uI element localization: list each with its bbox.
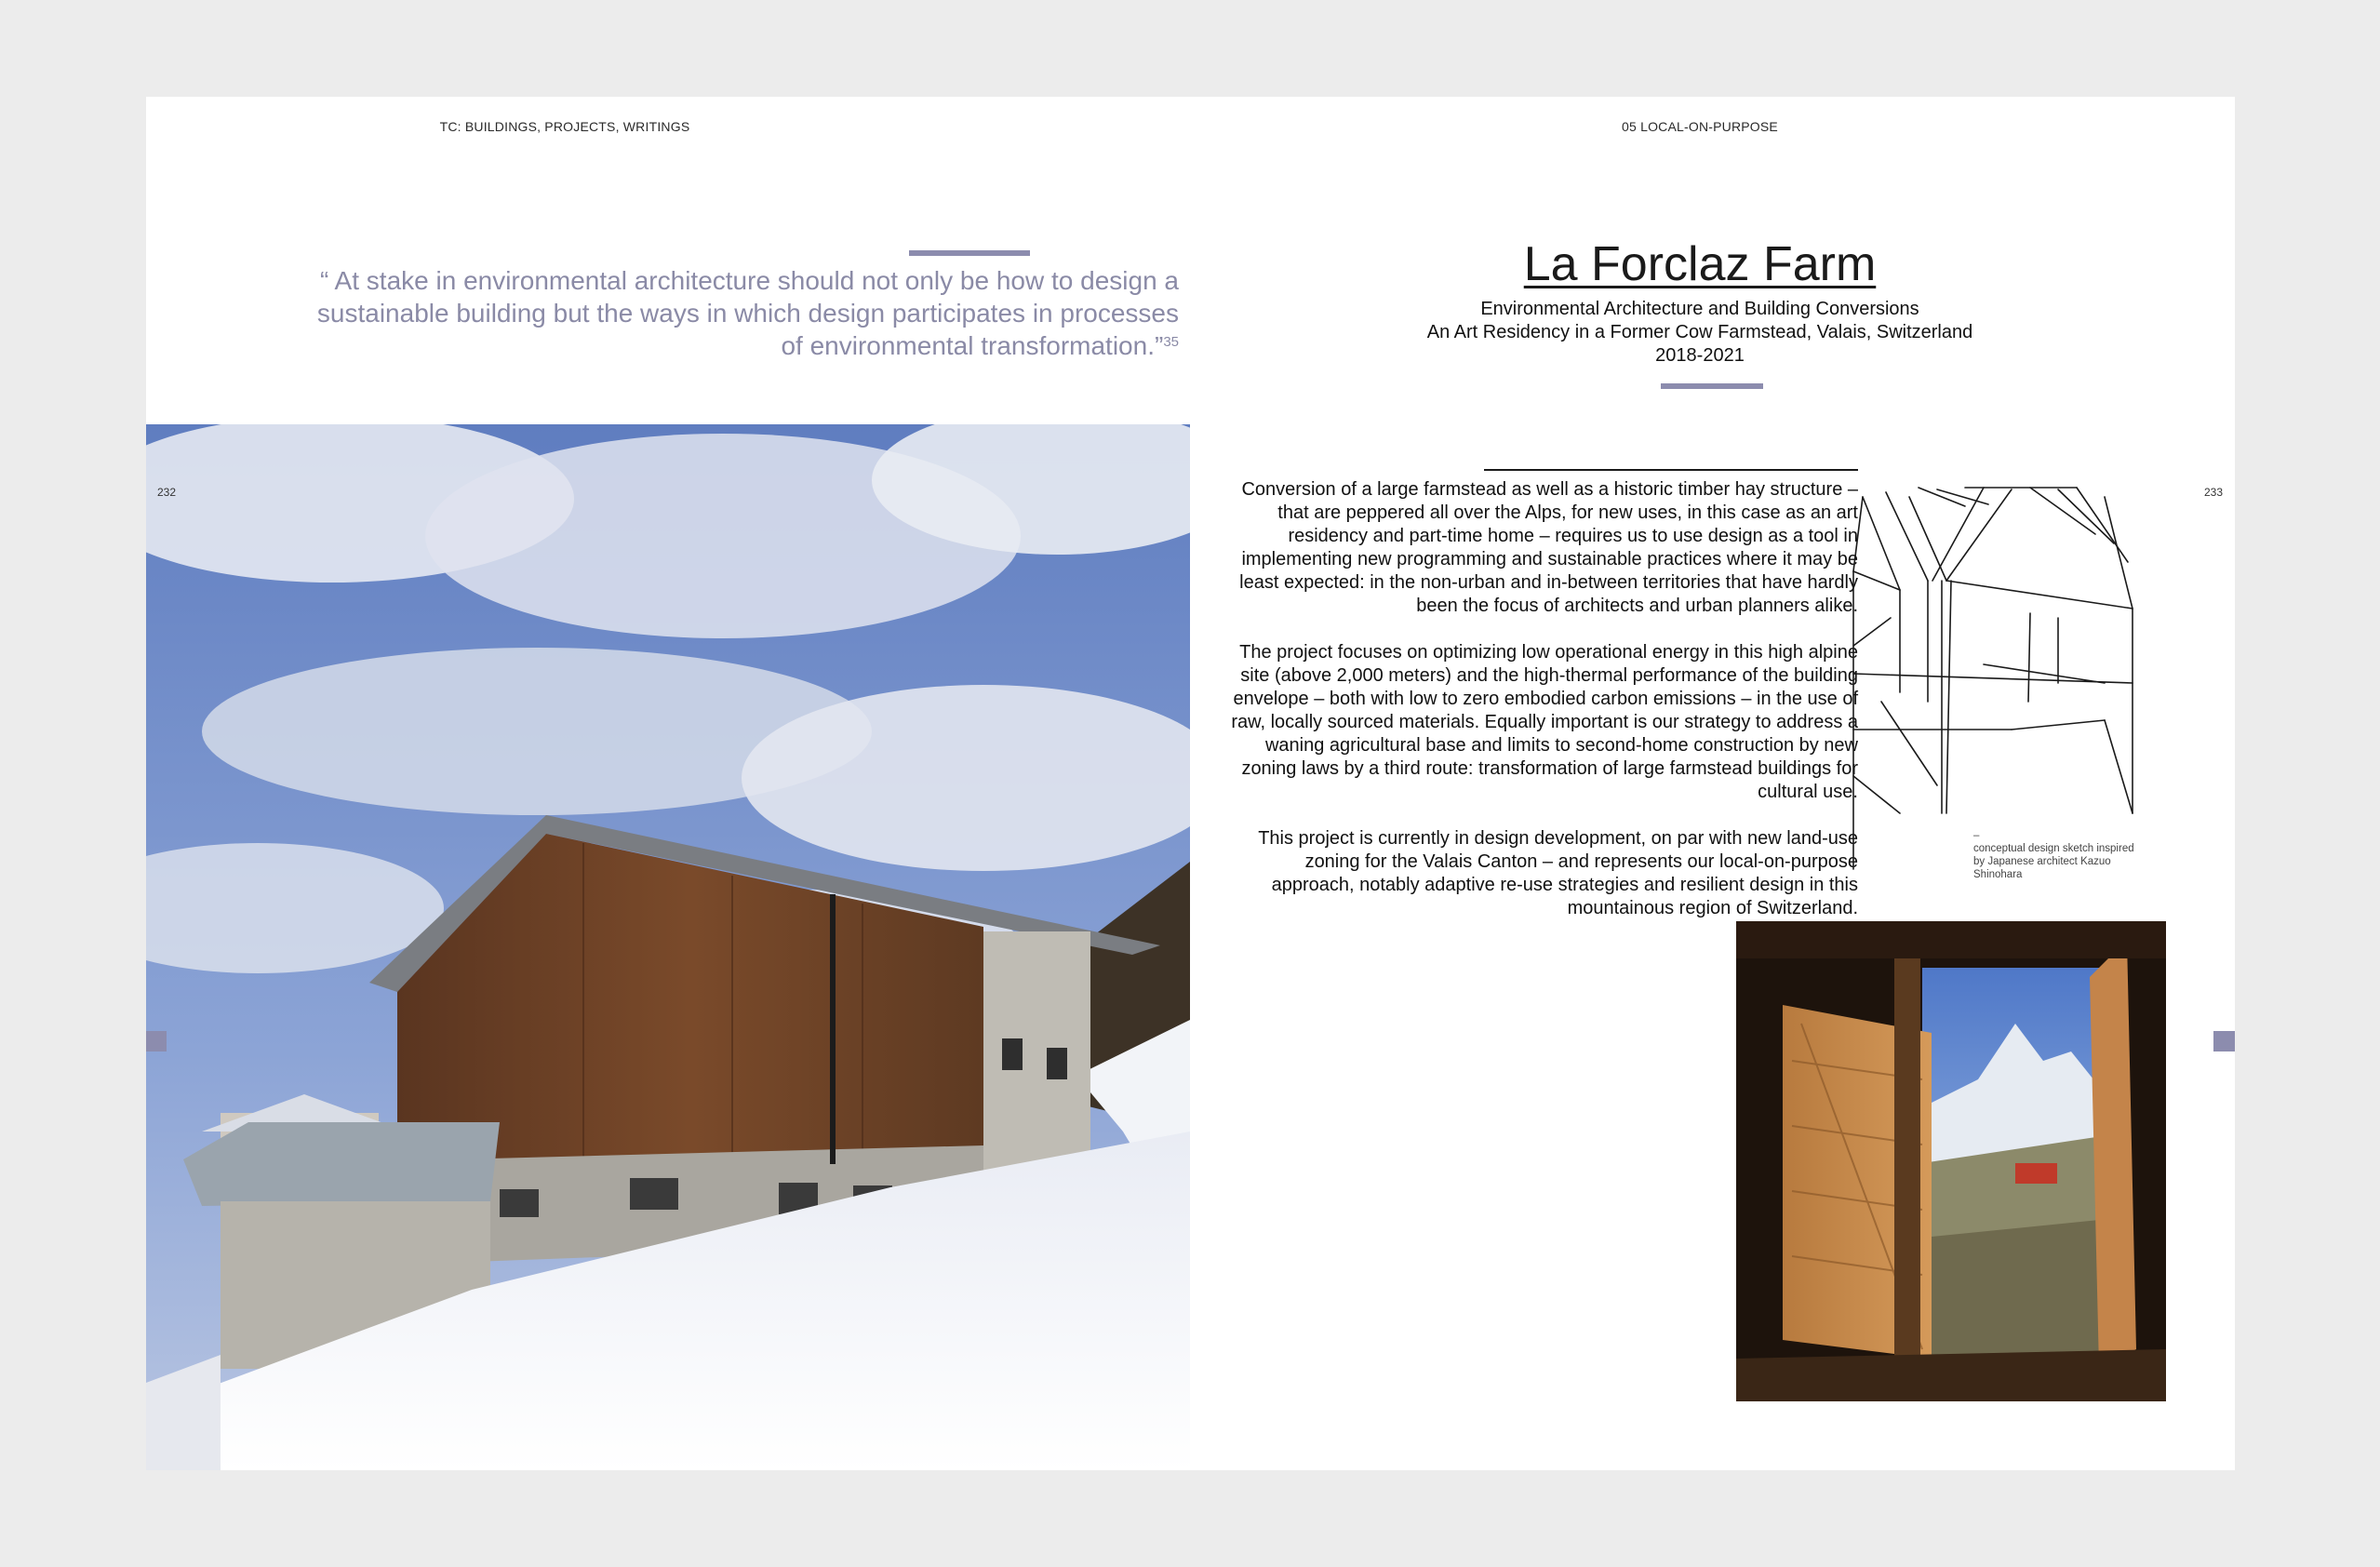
project-title: La Forclaz Farm — [1523, 237, 1877, 291]
caption-dash: – — [1973, 830, 1980, 841]
subtitle-line: An Art Residency in a Former Cow Farmstead, Valais, Switzerland — [1426, 322, 1973, 342]
thumb-marker-left — [146, 1031, 167, 1051]
thumb-marker-right — [2213, 1031, 2235, 1051]
running-head-left: TC: BUILDINGS, PROJECTS, WRITINGS — [439, 119, 690, 134]
body-paragraph: Conversion of a large farmstead as well as a historic timber hay structure – that are peppered all over the Alps, for new uses, in this case as an art residency and part-time home – requires us to use design as a tool in implementing new programming and sustainable practices where it may be least expected: in the non-urban and in-between territories that have hardly been the focus of architects and urban planners alike. — [1239, 479, 1858, 616]
sketch-caption — [1973, 829, 2169, 881]
pull-quote — [314, 264, 1179, 362]
footnote-ref: 35 — [1163, 334, 1179, 350]
pull-quote-text: “ At stake in environmental architecture should not only be how to design a sustainable building but the ways in which design participates in processes of environmental transformation.” — [316, 266, 1179, 360]
body-paragraph: This project is currently in design development, on par with new land-use zoning for the Valais Canton – and represents our local-on-purpose approach, notably adaptive re-use strategies and resilient design in this mountainous region of Switzerland. — [1258, 828, 1858, 918]
body-rule — [1484, 469, 1858, 471]
design-sketch — [1798, 478, 2244, 962]
book-spread — [146, 97, 2235, 1470]
interior-photo — [1736, 921, 2166, 1401]
page-number-right: 233 — [2204, 486, 2224, 499]
page-number-left: 232 — [157, 486, 177, 499]
caption-line: by Japanese architect Kazuo — [1973, 856, 2111, 867]
project-subtitle — [1235, 298, 2165, 368]
caption-line: conceptual design sketch inspired — [1973, 843, 2134, 854]
caption-line: Shinohara — [1973, 869, 2023, 880]
farmstead-photo — [146, 424, 1190, 1470]
body-paragraph: The project focuses on optimizing low operational energy in this high alpine site (above 2,000 meters) and the high-thermal performance of the building envelope – both with low to zero embodied carbon emissions – in the use of raw, locally sourced materials. Equally important is our strategy to address a waning agricultural base and limits to second-home construction by new zoning laws by a third route: transformation of large farmstead buildings for cultural use. — [1231, 642, 1858, 802]
running-head-right: 05 LOCAL-ON-PURPOSE — [1622, 119, 1778, 134]
subtitle-line: Environmental Architecture and Building Conversions — [1480, 299, 1919, 319]
subtitle-line: 2018-2021 — [1655, 345, 1745, 366]
title-accent-bar — [1661, 383, 1763, 389]
body-text — [1225, 478, 1858, 933]
quote-accent-bar — [909, 250, 1030, 256]
